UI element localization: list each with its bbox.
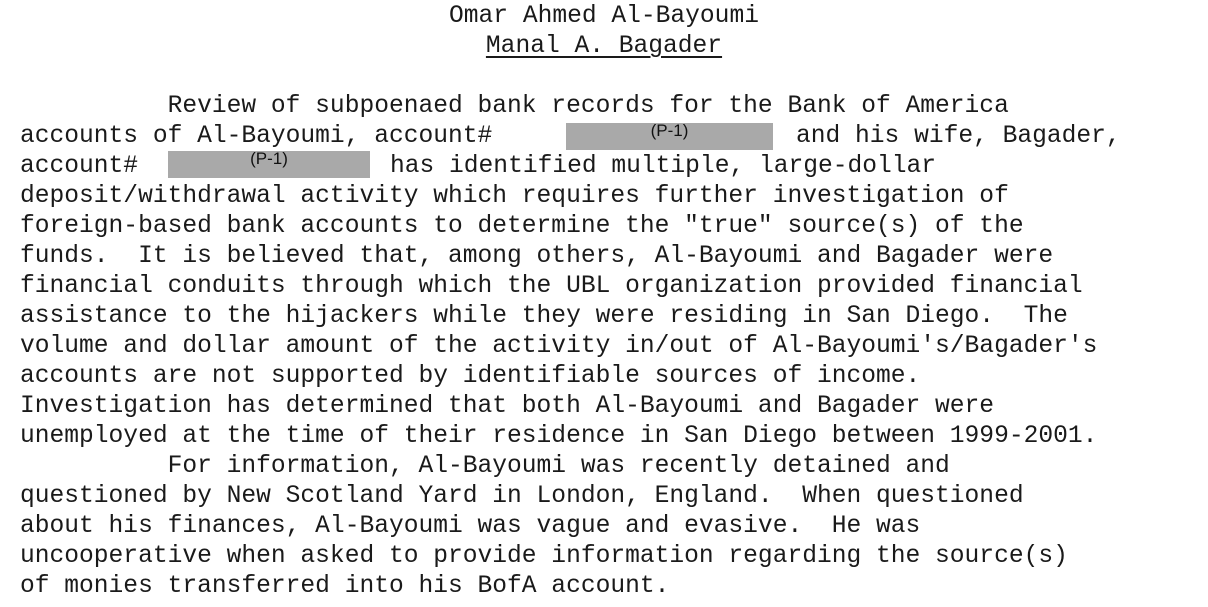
paragraph-1-line-6: funds. It is believed that, among others, Al-Bayoumi and Bagader were [20, 243, 1054, 270]
paragraph-1-line-11: Investigation has determined that both Al-Bayoumi and Bagader were [20, 393, 995, 420]
redaction-box-1: (P-1) [566, 123, 773, 150]
header-name-2-text: Manal A. Bagader [485, 33, 723, 60]
paragraph-1-line-8: assistance to the hijackers while they were residing in San Diego. The [20, 303, 1068, 330]
paragraph-1-line-3b: has identified multiple, large-dollar [390, 153, 937, 180]
paragraph-1-line-10: accounts are not supported by identifiable sources of income. [20, 363, 921, 390]
paragraph-1-line-3: account# [20, 153, 139, 180]
paragraph-2-line-1: For information, Al-Bayoumi was recently detained and [20, 453, 950, 480]
paragraph-1-line-4: deposit/withdrawal activity which requires further investigation of [20, 183, 1009, 210]
paragraph-2-line-4: uncooperative when asked to provide information regarding the source(s) [20, 543, 1068, 570]
paragraph-1-line-12: unemployed at the time of their residence in San Diego between 1999-2001. [20, 423, 1098, 450]
paragraph-1-line-9: volume and dollar amount of the activity in/out of Al-Bayoumi's/Bagader's [20, 333, 1098, 360]
paragraph-2-line-5: of monies transferred into his BofA account. [20, 573, 670, 600]
paragraph-1-line-1: Review of subpoenaed bank records for the Bank of America [20, 93, 1009, 120]
redaction-box-2: (P-1) [168, 151, 370, 178]
paragraph-1-line-5: foreign-based bank accounts to determine the "true" source(s) of the [20, 213, 1024, 240]
header-name-1: Omar Ahmed Al-Bayoumi [449, 3, 759, 30]
paragraph-1-line-2b: and his wife, Bagader, [796, 123, 1121, 150]
paragraph-2-line-3: about his finances, Al-Bayoumi was vague and evasive. He was [20, 513, 921, 540]
header-name-2 [0, 32, 1208, 62]
paragraph-1-line-2: accounts of Al-Bayoumi, account# [20, 123, 493, 150]
paragraph-2-line-2: questioned by New Scotland Yard in London, England. When questioned [20, 483, 1024, 510]
paragraph-1-line-7: financial conduits through which the UBL organization provided financial [20, 273, 1083, 300]
